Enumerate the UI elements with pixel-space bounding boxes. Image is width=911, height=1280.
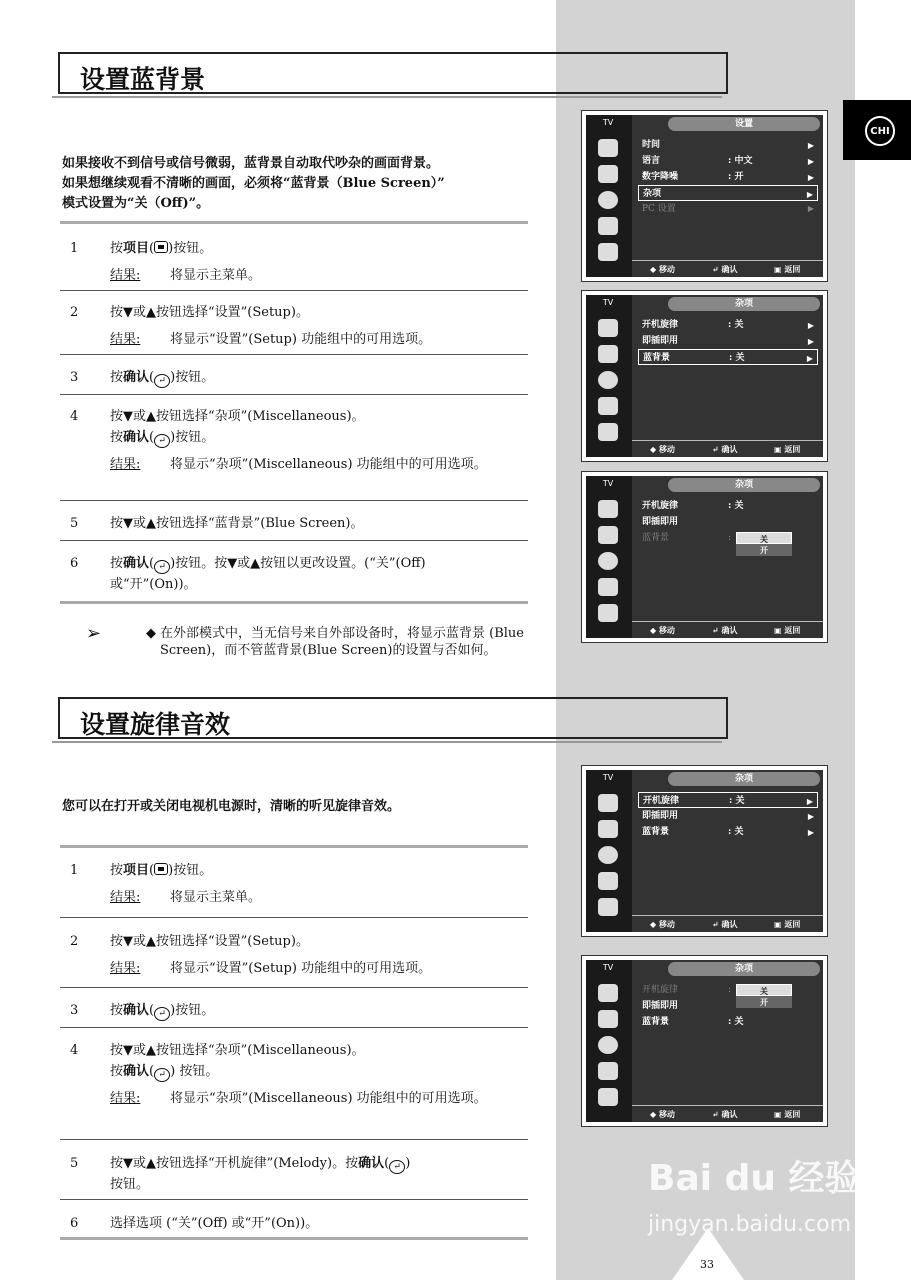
- menu-item-blue-screen[interactable]: 蓝背景 : 关 ▶: [638, 349, 818, 365]
- tv-footer: ◆ 移动 ↵ 确认 ▣ 返回: [632, 260, 823, 277]
- divider: [60, 917, 528, 918]
- picture-icon: [598, 345, 618, 363]
- divider: [60, 540, 528, 541]
- page-number: 33: [700, 1258, 714, 1271]
- antenna-icon: [598, 794, 618, 812]
- tv-footer: ◆ 移动 ↵ 确认 ▣ 返回: [632, 621, 823, 638]
- divider: [60, 1199, 528, 1200]
- tv-menu-setup: [581, 110, 828, 282]
- menu-item-misc[interactable]: 杂项 ▶: [638, 185, 818, 201]
- divider: [60, 845, 528, 848]
- tv-sidebar: TV: [586, 295, 632, 457]
- setup-icon: [598, 604, 618, 622]
- divider: [60, 1237, 528, 1240]
- divider: [60, 601, 528, 604]
- divider: [60, 354, 528, 355]
- enter-button-icon: ↵: [154, 1068, 170, 1082]
- picture-icon: [598, 1010, 618, 1028]
- menu-item-dnr[interactable]: 数字降噪 : 开 ▶: [642, 172, 814, 182]
- tv-menu-title: 杂项: [668, 478, 820, 492]
- intro-melody: 您可以在打开或关闭电视机电源时，清晰的听见旋律音效。: [62, 799, 401, 814]
- tv-footer: ◆ 移动 ↵ 确认 ▣ 返回: [632, 440, 823, 457]
- channel-icon: [598, 217, 618, 235]
- tv-sidebar: TV: [586, 960, 632, 1122]
- divider: [60, 500, 528, 501]
- tv-sidebar: TV: [586, 770, 632, 932]
- section-title-melody: 设置旋律音效: [58, 697, 728, 739]
- picture-icon: [598, 526, 618, 544]
- antenna-icon: [598, 500, 618, 518]
- sound-icon: [598, 371, 618, 389]
- menu-item-plug-and-play[interactable]: 即插即用 ▶: [642, 811, 814, 821]
- tv-menu-melody-options: [581, 955, 828, 1127]
- divider: [60, 290, 528, 291]
- sound-icon: [598, 846, 618, 864]
- sound-icon: [598, 191, 618, 209]
- option-dropdown[interactable]: [736, 984, 792, 1008]
- menu-item-language[interactable]: 语言 : 中文 ▶: [642, 156, 814, 166]
- option-on[interactable]: 开: [736, 544, 792, 556]
- watermark-url: jingyan.baidu.com: [648, 1212, 852, 1237]
- antenna-icon: [598, 319, 618, 337]
- tv-menu-misc: [581, 290, 828, 462]
- menu-item-blue-screen[interactable]: 蓝背景 : 关 ▶: [642, 827, 814, 837]
- menu-item-melody[interactable]: 开机旋律 : 关: [642, 501, 744, 511]
- enter-button-icon: ↵: [154, 434, 170, 448]
- enter-button-icon: ↵: [389, 1160, 405, 1174]
- tv-footer: ◆ 移动 ↵ 确认 ▣ 返回: [632, 1105, 823, 1122]
- menu-item-plug-and-play[interactable]: 即插即用 ▶: [642, 336, 814, 346]
- setup-icon: [598, 423, 618, 441]
- menu-button-icon: [154, 863, 168, 875]
- picture-icon: [598, 820, 618, 838]
- section-title-blue-screen: 设置蓝背景: [58, 52, 728, 94]
- channel-icon: [598, 578, 618, 596]
- tv-menu-blue-screen-options: [581, 471, 828, 643]
- bullet-diamond-icon: ◆: [146, 626, 156, 641]
- enter-button-icon: ↵: [154, 1007, 170, 1021]
- sound-icon: [598, 1036, 618, 1054]
- setup-icon: [598, 898, 618, 916]
- divider: [60, 1027, 528, 1028]
- tv-sidebar: TV: [586, 115, 632, 277]
- menu-item-pc-setup[interactable]: PC 设置 ▶: [642, 204, 814, 214]
- option-dropdown[interactable]: [736, 532, 792, 556]
- option-off[interactable]: 关: [736, 984, 792, 996]
- watermark-logo: Bai du 经验: [648, 1158, 861, 1199]
- tv-menu-misc-melody: [581, 765, 828, 937]
- channel-icon: [598, 1062, 618, 1080]
- sound-icon: [598, 552, 618, 570]
- antenna-icon: [598, 984, 618, 1002]
- setup-icon: [598, 1088, 618, 1106]
- divider: [60, 394, 528, 395]
- menu-item-time[interactable]: 时间 ▶: [642, 140, 814, 150]
- menu-button-icon: [154, 241, 168, 253]
- channel-icon: [598, 872, 618, 890]
- menu-item-plug-and-play[interactable]: 即插即用: [642, 517, 679, 527]
- menu-item-blue-screen[interactable]: 蓝背景 :: [642, 533, 732, 543]
- divider: [60, 987, 528, 988]
- option-off[interactable]: 关: [736, 532, 792, 544]
- antenna-icon: [598, 139, 618, 157]
- option-on[interactable]: 开: [736, 996, 792, 1008]
- menu-item-melody[interactable]: 开机旋律 : 关 ▶: [642, 320, 814, 330]
- note-arrow-icon: ➢: [86, 623, 102, 644]
- channel-icon: [598, 397, 618, 415]
- language-badge: CHI: [865, 116, 895, 146]
- menu-item-plug-and-play[interactable]: 即插即用: [642, 1001, 679, 1011]
- tv-sidebar: TV: [586, 476, 632, 638]
- enter-button-icon: ↵: [154, 374, 170, 388]
- tv-menu-title: 设置: [668, 117, 820, 131]
- picture-icon: [598, 165, 618, 183]
- menu-item-blue-screen[interactable]: 蓝背景 : 关: [642, 1017, 744, 1027]
- tv-menu-title: 杂项: [668, 962, 820, 976]
- menu-item-melody[interactable]: 开机旋律 : 关 ▶: [638, 792, 818, 808]
- tv-footer: ◆ 移动 ↵ 确认 ▣ 返回: [632, 915, 823, 932]
- tv-menu-title: 杂项: [668, 772, 820, 786]
- enter-button-icon: ↵: [154, 560, 170, 574]
- divider: [60, 221, 528, 224]
- tv-menu-title: 杂项: [668, 297, 820, 311]
- menu-item-melody[interactable]: 开机旋律 :: [642, 985, 732, 995]
- page-number-triangle: [672, 1228, 744, 1280]
- intro-blue-screen: 如果接收不到信号或信号微弱，蓝背景自动取代吵杂的画面背景。 如果想继续观看不清晰的画面，必须将“蓝背景（Blue Screen）” 模式设置为“关（Off)”。: [62, 156, 445, 211]
- divider: [60, 1139, 528, 1140]
- language-tab: [843, 100, 911, 160]
- setup-icon: [598, 243, 618, 261]
